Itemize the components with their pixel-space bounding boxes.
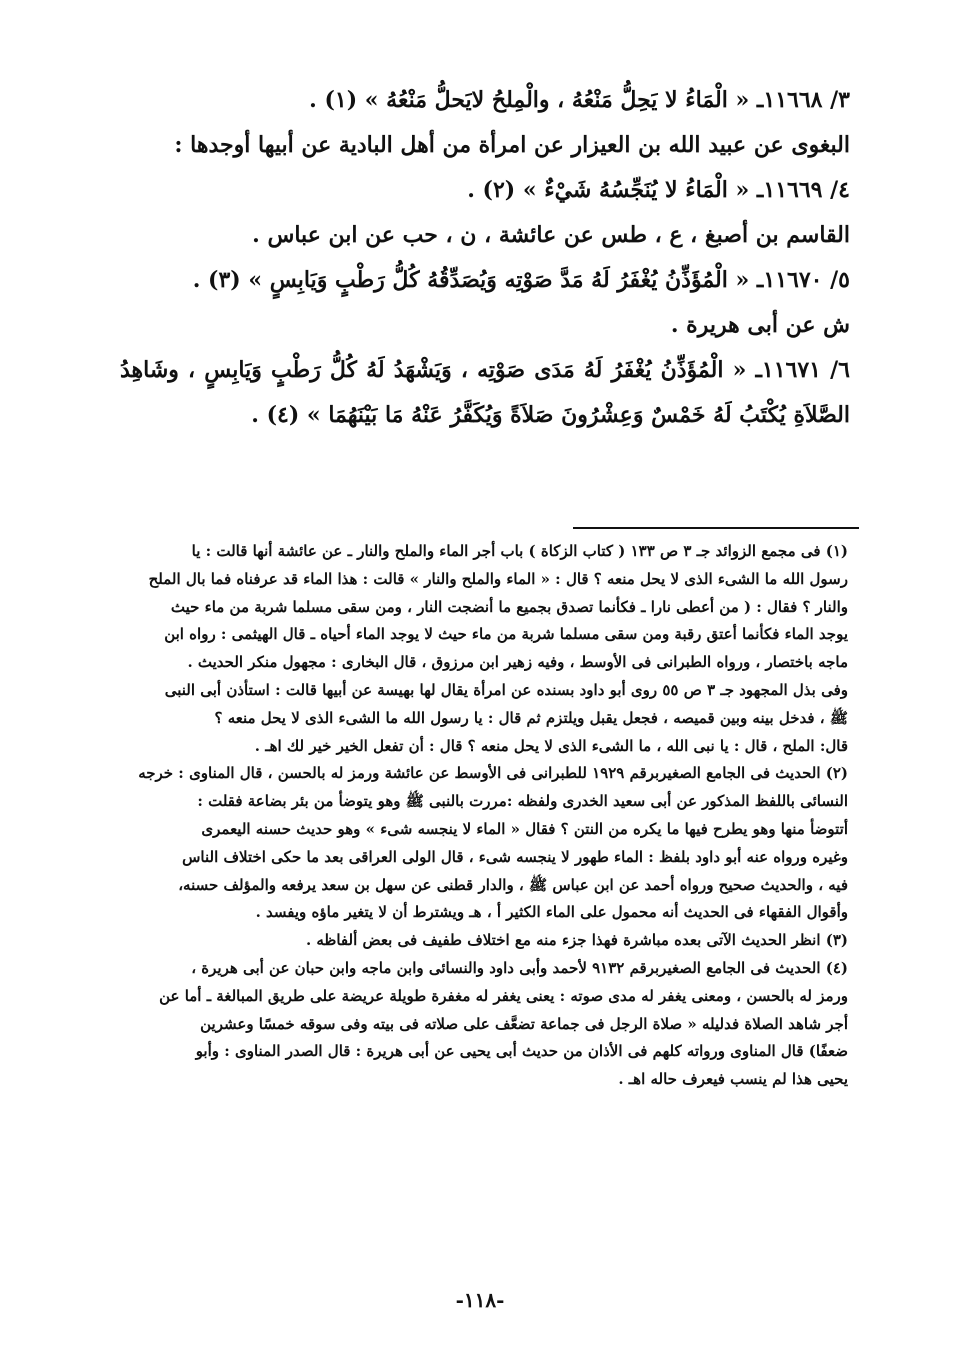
footnote-line: فيه ، والحديث صحيح ورواه أحمد عن ابن عباس ﷺ ، والدار قطنى عن سهل بن سعد يرفعه والمؤلف حسنه، <box>178 875 848 894</box>
footnote-line: (٤) الحديث فى الجامع الصغيربرقم ٩١٣٢ لأحمد وأبى داود والنسائى وابن ماجه وابن حبان عن أبى هريرة ، <box>191 958 848 977</box>
footnote-line: النسائى باللفظ المذكور عن أبى سعيد الخدرى ولفظه :مررت بالنبى ﷺ وهو يتوضأ من بئر بضاعة فقلت : <box>197 792 848 811</box>
footnote-line: يحيى هذا لم ينسب فيعرف حاله اهـ . <box>618 1070 848 1089</box>
footnote-line: ورمز له بالحسن ، ومعنى يغفر له مدى صوته : يعنى يغفر له مغفرة طويلة عريضة على طريق المبالغة ـ أما عن <box>159 986 848 1005</box>
footnote-line: رسول الله ما الشىء الذى لا يحل منعه ؟ قال : « الماء والملح والنار » قالت : هذا الماء قد عرفناه فما بال الملح <box>148 569 848 588</box>
hadith-11668: ٣/ ١١٦٦٨ـ « الْمَاءُ لا يَحِلُّ مَنْعُهُ ، والْمِلحُ لايَحلُّ مَنْعُهُ » (١) . <box>309 87 850 113</box>
footnote-line: ﷺ ، فدخل بينه وبين قميصه ، فجعل يقبل ويلتزم ثم قال : يا رسول الله ما الشىء الذى لا يحل منعه ؟ <box>214 708 848 727</box>
hadith-11670: ٥/ ١١٦٧٠ـ « الْمُؤَذِّنُ يُغْفَرُ لَهُ مَدَّ صَوْتِه وَيُصَدِّقُهُ كُلُّ رَطْبٍ وَيَابِسٍ » (٣) . <box>192 267 850 293</box>
footnote-line: أتتوضأ منها وهو يطرح فيها ما يكره من النتن ؟ فقال « الماء لا ينجسه شىء » وهو حديث حسنه اليعمرى <box>201 819 848 838</box>
footnote-line: أجر شاهد الصلاة فدليله « صلاة الرجل فى جماعة تضعَّف على صلاته فى بيته وفى سوقه خمسًا وعشرين <box>200 1014 848 1033</box>
footnote-line: قال: الملح ، قال : يا نبى الله ، ما الشىء الذى لا يحل منعه ؟ قال : أن تفعل الخير خير لك اهـ . <box>254 736 848 755</box>
footnote-line: ضعفًا) قال المناوى ورواته كلهم فى الأذان من حديث أبى يحيى عن أبى هريرة : قال الصدر المناوى : وأبو <box>195 1042 848 1061</box>
footnote-line: يوجد الماء فكأنما أعتق رقبة ومن سقى مسلما شربة من ماء حيث لا يوجد الماء أحياه ـ قال الهيثمى : رواه ابن <box>164 625 848 644</box>
footnote-line: وأقوال الفقهاء فى الحديث أنه محمول على الماء الكثير أ ، هـ ويشترط أن لا يتغير ماؤه ويفسد . <box>255 903 848 922</box>
source-line: ش عن أبى هريرة . <box>670 312 850 338</box>
main-text <box>120 78 850 438</box>
page-number: -١١٨- <box>455 1288 505 1312</box>
footnote-line: وغيره ورواه عنه أبو داود بلفظ : الماء طهور لا ينجسه شىء ، قال الولى العراقى بعد ما حكى اختلاف الناس <box>182 847 848 866</box>
footnote-line: وفى بذل المجهود جـ ٣ ص ٥٥ روى أبو داود بسنده عن امرأة يقال لها بهيسة عن أبيها قالت : استأذن أبى النبى <box>164 680 848 699</box>
footnote-line: (١) فى مجمع الزوائد جـ ٣ ص ١٣٣ ( كتاب الزكاة ) باب أجر الماء والملح والنار ـ عن عائشة أنها قالت : يا <box>191 542 848 560</box>
footnote-divider <box>573 527 859 529</box>
footnote-line: (٣) انظر الحديث الآتى بعده مباشرة فهذا جزء منه مع اختلاف طفيف فى بعض ألفاظه . <box>305 931 848 950</box>
hadith-11671: ٦/ ١١٦٧١ـ « الْمُؤَذِّنُ يُغْفَرُ لَهُ مَدَى صَوْتِه ، وَيَشْهَدُ لَهُ كُلُّ رَطْبٍ وَيَابِسٍ ، وشَاهِدُ الصَّلاَةِ يُكْتَبُ لَهُ خَمْسٌ وَعِشْرُونَ صَلاَةً وَيُكَفَّرُ عَنْهُ مَا بَيْنَهُمَا » (٤) . <box>120 357 850 428</box>
source-line: القاسم بن أصبغ ، ع ، طس عن عائشة ، ن ، حب عن ابن عباس . <box>252 222 850 248</box>
footnote-line: ماجه باختصار ، ورواه الطبرانى فى الأوسط ، وفيه زهير ابن مرزوق ، قال البخارى : مجهول منكر الحديث . <box>187 653 848 672</box>
hadith-11669: ٤/ ١١٦٦٩ـ « الْمَاءُ لا يُنَجِّسُهُ شَيْءٌ » (٢) . <box>467 177 850 203</box>
footnotes <box>106 538 848 1094</box>
footnote-line: والنار ؟ فقال : ( من أعطى نارا ـ فكأنما تصدق بجميع ما أنضجت النار ، ومن سقى مسلما شربة من ماء حيث <box>170 597 848 616</box>
source-line: البغوى عن عبيد الله بن العيزار عن امرأة من أهل البادية عن أبيها أوجدها : <box>174 132 850 158</box>
footnote-line: (٢) الحديث فى الجامع الصغيربرقم ١٩٢٩ للطبرانى فى الأوسط عن عائشة ورمز له بالحسن ، قال المناوى : خرجه <box>138 764 848 783</box>
